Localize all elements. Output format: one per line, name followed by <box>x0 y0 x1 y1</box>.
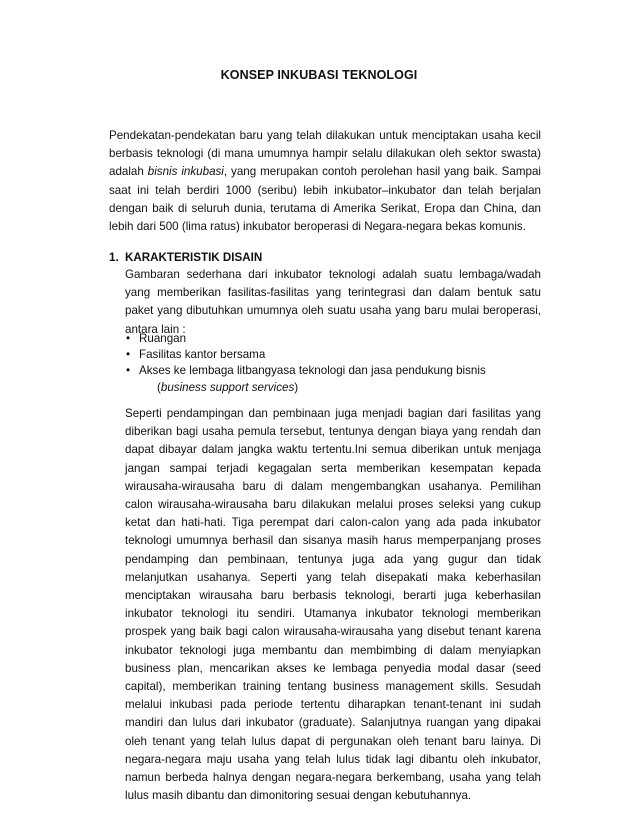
list-item-text: Akses ke lembaga litbangyasa teknologi dan jasa pendukung bisnis <box>139 364 486 378</box>
list-item-text: Ruangan <box>139 332 187 345</box>
intro-paragraph <box>109 127 541 236</box>
section-heading-text: KARAKTERISTIK DISAIN <box>125 251 263 264</box>
section-paragraph-1: Gambaran sederhana dari inkubator teknologi adalah suatu lembaga/wadah yang memberikan fasilitas-fasilitas yang terintegrasi dan dalam bentuk satu paket yang dibutuhkan umumnya oleh suatu usaha yang baru mulai beroperasi, antara lain : <box>125 268 541 336</box>
bullet-icon: • <box>126 364 131 378</box>
facility-list <box>125 331 541 396</box>
section-number: 1. <box>109 251 119 264</box>
section-paragraph-2: Seperti pendampingan dan pembinaan juga menjadi bagian dari fasilitas yang diberikan bagi usaha pemula tersebut, tentunya dengan biaya yang rendah dan dapat dibayar dalam jangka waktu tertentu.Ini semua diberikan untuk menjaga jangan sampai terjadi kegagalan serta memberikan kesempatan kepada wirausaha-wirausaha baru di dalam mengembangkan usahanya. Pemilihan calon wirausaha-wirausaha baru dilakukan melalui proses seleksi yang cukup ketat dan hati-hati. Tiga perempat dari calon-calon yang ada pada inkubator teknologi umumnya berhasil dan sisanya masih harus memperpanjang proses pendamping dan pembinaan, tentunya juga ada yang gugur dan tidak melanjutkan usahanya. Seperti yang telah disepakati maka keberhasilan menciptakan wirausaha baru berbasis teknologi, berarti juga keberhasilan inkubator teknologi itu sendiri. Utamanya inkubator teknologi memberikan prospek yang baik bagi calon wirausaha-wirausaha yang disebut tenant karena inkubator teknologi juga membantu dan membimbing di dalam menyiapkan business plan, mencarikan akses ke lembaga penyedia modal dasar (seed capital), memberikan training tentang business management skills. Sesudah melalui inkubasi pada periode tertentu diharapkan tenant-tenant ini sudah mandiri dan lulus dari inkubator (graduate). Salanjutnya ruangan yang dipakai oleh tenant yang telah lulus dapat di pergunakan oleh tenant baru lainya. Di negara-negara maju usaha yang telah lulus tidak lagi dibantu oleh inkubator, namun berbeda halnya dengan negara-negara berkembang, usaha yang telah lulus masih dibantu dan dimonitoring sesuai dengan kebutuhannya. <box>125 407 541 803</box>
intro-text-part1: Pendekatan-pendekatan baru yang telah dilakukan untuk menciptakan usaha kecil berbasis teknologi (di mana umumnya hampir selalu dilakukan oleh sektor swasta) adalah <box>109 129 541 179</box>
paren-open: ( <box>157 380 161 394</box>
bullet-icon: • <box>126 332 131 345</box>
intro-text-part2: , yang merupakan contoh perolehan hasil yang baik. Sampai saat ini telah berdiri 1000 (seribu) lebih inkubator–inkubator dan telah berjalan dengan baik di seluruh dunia, terutama di Amerika Serikat, Eropa dan China, dan lebih dari 500 (lima ratus) inkubator beroperasi di Negara-negara bekas komunis. <box>109 165 541 234</box>
list-item <box>125 331 541 347</box>
list-item-text: Fasilitas kantor bersama <box>139 348 266 362</box>
list-item <box>125 347 541 363</box>
bullet-icon: • <box>126 348 131 362</box>
section-heading <box>109 250 539 266</box>
intro-italic-term: bisnis inkubasi <box>147 165 224 179</box>
list-item-italic-term: business support services <box>160 380 295 394</box>
list-item <box>125 363 541 395</box>
list-item-continuation <box>139 380 541 396</box>
document-title: KONSEP INKUBASI TEKNOLOGI <box>220 68 418 82</box>
paren-close: ) <box>294 380 299 394</box>
